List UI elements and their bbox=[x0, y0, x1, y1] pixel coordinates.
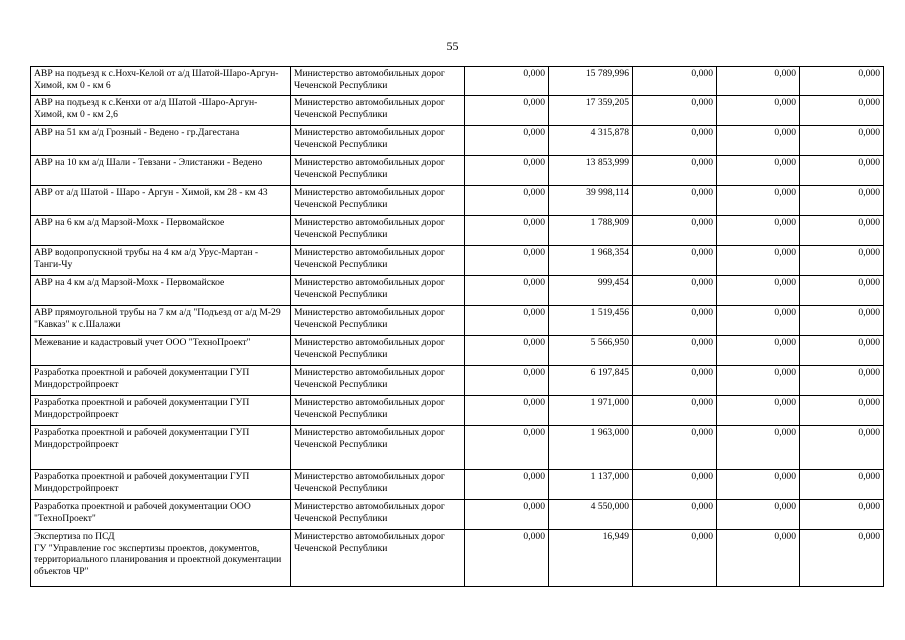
value-cell-4: 0,000 bbox=[717, 530, 800, 587]
value-cell-3: 0,000 bbox=[633, 156, 717, 186]
value-cell-5: 0,000 bbox=[800, 246, 884, 276]
organization-cell: Министерство автомобильных дорог Чеченской Республики bbox=[291, 500, 465, 530]
value-cell-4: 0,000 bbox=[717, 336, 800, 366]
object-name-cell: Разработка проектной и рабочей документации ГУП Миндорстройпроект bbox=[31, 366, 291, 396]
value-cell-2: 1 963,000 bbox=[549, 426, 633, 470]
value-cell-3: 0,000 bbox=[633, 246, 717, 276]
page-number: 55 bbox=[446, 39, 459, 53]
table-row bbox=[31, 530, 884, 587]
table-row bbox=[31, 336, 884, 366]
table-row bbox=[31, 426, 884, 470]
value-cell-2: 15 789,996 bbox=[549, 67, 633, 96]
object-name-cell: Разработка проектной и рабочей документации ГУП Миндорстройпроект bbox=[31, 426, 291, 470]
table-row bbox=[31, 366, 884, 396]
object-name-cell: Разработка проектной и рабочей документации ГУП Миндорстройпроект bbox=[31, 470, 291, 500]
value-cell-3: 0,000 bbox=[633, 500, 717, 530]
table-row bbox=[31, 306, 884, 336]
value-cell-1: 0,000 bbox=[465, 426, 549, 470]
value-cell-1: 0,000 bbox=[465, 216, 549, 246]
value-cell-3: 0,000 bbox=[633, 216, 717, 246]
value-cell-4: 0,000 bbox=[717, 246, 800, 276]
value-cell-2: 999,454 bbox=[549, 276, 633, 306]
organization-cell: Министерство автомобильных дорог Чеченской Республики bbox=[291, 426, 465, 470]
value-cell-5: 0,000 bbox=[800, 276, 884, 306]
value-cell-2: 5 566,950 bbox=[549, 336, 633, 366]
value-cell-2: 4 315,878 bbox=[549, 126, 633, 156]
value-cell-2: 39 998,114 bbox=[549, 186, 633, 216]
organization-cell: Министерство автомобильных дорог Чеченской Республики bbox=[291, 126, 465, 156]
value-cell-5: 0,000 bbox=[800, 96, 884, 126]
object-name-cell: АВР от а/д Шатой - Шаро - Аргун - Химой, км 28 - км 43 bbox=[31, 186, 291, 216]
value-cell-3: 0,000 bbox=[633, 276, 717, 306]
value-cell-5: 0,000 bbox=[800, 500, 884, 530]
value-cell-3: 0,000 bbox=[633, 470, 717, 500]
object-name-cell: Разработка проектной и рабочей документации ГУП Миндорстройпроект bbox=[31, 396, 291, 426]
value-cell-5: 0,000 bbox=[800, 67, 884, 96]
object-name-cell: АВР на подъезд к с.Кенхи от а/д Шатой -Шаро-Аргун-Химой, км 0 - км 2,6 bbox=[31, 96, 291, 126]
table-row bbox=[31, 470, 884, 500]
organization-cell: Министерство автомобильных дорог Чеченской Республики bbox=[291, 470, 465, 500]
organization-cell: Министерство автомобильных дорог Чеченской Республики bbox=[291, 366, 465, 396]
value-cell-1: 0,000 bbox=[465, 186, 549, 216]
value-cell-4: 0,000 bbox=[717, 156, 800, 186]
value-cell-4: 0,000 bbox=[717, 96, 800, 126]
value-cell-4: 0,000 bbox=[717, 426, 800, 470]
value-cell-1: 0,000 bbox=[465, 306, 549, 336]
table-row bbox=[31, 396, 884, 426]
value-cell-4: 0,000 bbox=[717, 470, 800, 500]
value-cell-1: 0,000 bbox=[465, 126, 549, 156]
table-row bbox=[31, 500, 884, 530]
value-cell-1: 0,000 bbox=[465, 156, 549, 186]
value-cell-4: 0,000 bbox=[717, 366, 800, 396]
table-row bbox=[31, 216, 884, 246]
value-cell-1: 0,000 bbox=[465, 396, 549, 426]
value-cell-1: 0,000 bbox=[465, 366, 549, 396]
value-cell-1: 0,000 bbox=[465, 530, 549, 587]
value-cell-2: 17 359,205 bbox=[549, 96, 633, 126]
object-name-cell: АВР на 51 км а/д Грозный - Ведено - гр.Дагестана bbox=[31, 126, 291, 156]
value-cell-3: 0,000 bbox=[633, 366, 717, 396]
table-row bbox=[31, 276, 884, 306]
organization-cell: Министерство автомобильных дорог Чеченской Республики bbox=[291, 306, 465, 336]
value-cell-5: 0,000 bbox=[800, 186, 884, 216]
value-cell-5: 0,000 bbox=[800, 126, 884, 156]
table-row bbox=[31, 156, 884, 186]
value-cell-2: 4 550,000 bbox=[549, 500, 633, 530]
value-cell-3: 0,000 bbox=[633, 96, 717, 126]
value-cell-4: 0,000 bbox=[717, 396, 800, 426]
value-cell-4: 0,000 bbox=[717, 67, 800, 96]
table-row bbox=[31, 96, 884, 126]
value-cell-2: 13 853,999 bbox=[549, 156, 633, 186]
value-cell-5: 0,000 bbox=[800, 426, 884, 470]
value-cell-1: 0,000 bbox=[465, 336, 549, 366]
organization-cell: Министерство автомобильных дорог Чеченской Республики bbox=[291, 336, 465, 366]
value-cell-1: 0,000 bbox=[465, 246, 549, 276]
organization-cell: Министерство автомобильных дорог Чеченской Республики bbox=[291, 156, 465, 186]
value-cell-4: 0,000 bbox=[717, 186, 800, 216]
table-row bbox=[31, 246, 884, 276]
value-cell-3: 0,000 bbox=[633, 336, 717, 366]
table-row bbox=[31, 126, 884, 156]
object-name-cell: Экспертиза по ПСД ГУ "Управление гос экспертизы проектов, документов, территориального планирования и проектной документации объектов ЧР" bbox=[31, 530, 291, 587]
value-cell-1: 0,000 bbox=[465, 67, 549, 96]
value-cell-5: 0,000 bbox=[800, 530, 884, 587]
value-cell-5: 0,000 bbox=[800, 306, 884, 336]
value-cell-5: 0,000 bbox=[800, 216, 884, 246]
value-cell-3: 0,000 bbox=[633, 396, 717, 426]
table-row bbox=[31, 67, 884, 96]
budget-table bbox=[30, 66, 884, 587]
value-cell-2: 6 197,845 bbox=[549, 366, 633, 396]
value-cell-1: 0,000 bbox=[465, 470, 549, 500]
value-cell-2: 1 788,909 bbox=[549, 216, 633, 246]
value-cell-2: 1 519,456 bbox=[549, 306, 633, 336]
value-cell-4: 0,000 bbox=[717, 276, 800, 306]
value-cell-3: 0,000 bbox=[633, 67, 717, 96]
organization-cell: Министерство автомобильных дорог Чеченской Республики bbox=[291, 246, 465, 276]
value-cell-5: 0,000 bbox=[800, 366, 884, 396]
object-name-cell: АВР на 6 км а/д Марзой-Мохк - Первомайское bbox=[31, 216, 291, 246]
value-cell-3: 0,000 bbox=[633, 426, 717, 470]
object-name-cell: АВР водопропускной трубы на 4 км а/д Урус-Мартан - Танги-Чу bbox=[31, 246, 291, 276]
value-cell-5: 0,000 bbox=[800, 470, 884, 500]
value-cell-4: 0,000 bbox=[717, 126, 800, 156]
value-cell-5: 0,000 bbox=[800, 396, 884, 426]
value-cell-4: 0,000 bbox=[717, 500, 800, 530]
value-cell-1: 0,000 bbox=[465, 96, 549, 126]
value-cell-1: 0,000 bbox=[465, 500, 549, 530]
value-cell-5: 0,000 bbox=[800, 156, 884, 186]
organization-cell: Министерство автомобильных дорог Чеченской Республики bbox=[291, 96, 465, 126]
object-name-cell: АВР прямоугольной трубы на 7 км а/д "Подъезд от а/д М-29 "Кавказ" к с.Шалажи bbox=[31, 306, 291, 336]
organization-cell: Министерство автомобильных дорог Чеченской Республики bbox=[291, 186, 465, 216]
organization-cell: Министерство автомобильных дорог Чеченской Республики bbox=[291, 67, 465, 96]
value-cell-2: 1 137,000 bbox=[549, 470, 633, 500]
value-cell-3: 0,000 bbox=[633, 186, 717, 216]
object-name-cell: АВР на подъезд к с.Нохч-Келой от а/д Шатой-Шаро-Аргун-Химой, км 0 - км 6 bbox=[31, 67, 291, 96]
object-name-cell: АВР на 10 км а/д Шали - Тевзани - Элистанжи - Ведено bbox=[31, 156, 291, 186]
value-cell-2: 1 971,000 bbox=[549, 396, 633, 426]
object-name-cell: Разработка проектной и рабочей документации ООО "ТехноПроект" bbox=[31, 500, 291, 530]
value-cell-3: 0,000 bbox=[633, 306, 717, 336]
value-cell-3: 0,000 bbox=[633, 530, 717, 587]
organization-cell: Министерство автомобильных дорог Чеченской Республики bbox=[291, 530, 465, 587]
table-body bbox=[31, 67, 884, 587]
value-cell-4: 0,000 bbox=[717, 216, 800, 246]
value-cell-4: 0,000 bbox=[717, 306, 800, 336]
object-name-cell: АВР на 4 км а/д Марзой-Мохк - Первомайское bbox=[31, 276, 291, 306]
value-cell-1: 0,000 bbox=[465, 276, 549, 306]
value-cell-2: 16,949 bbox=[549, 530, 633, 587]
value-cell-5: 0,000 bbox=[800, 336, 884, 366]
organization-cell: Министерство автомобильных дорог Чеченской Республики bbox=[291, 276, 465, 306]
value-cell-3: 0,000 bbox=[633, 126, 717, 156]
value-cell-2: 1 968,354 bbox=[549, 246, 633, 276]
object-name-cell: Межевание и кадастровый учет ООО "ТехноПроект" bbox=[31, 336, 291, 366]
organization-cell: Министерство автомобильных дорог Чеченской Республики bbox=[291, 216, 465, 246]
organization-cell: Министерство автомобильных дорог Чеченской Республики bbox=[291, 396, 465, 426]
table-row bbox=[31, 186, 884, 216]
